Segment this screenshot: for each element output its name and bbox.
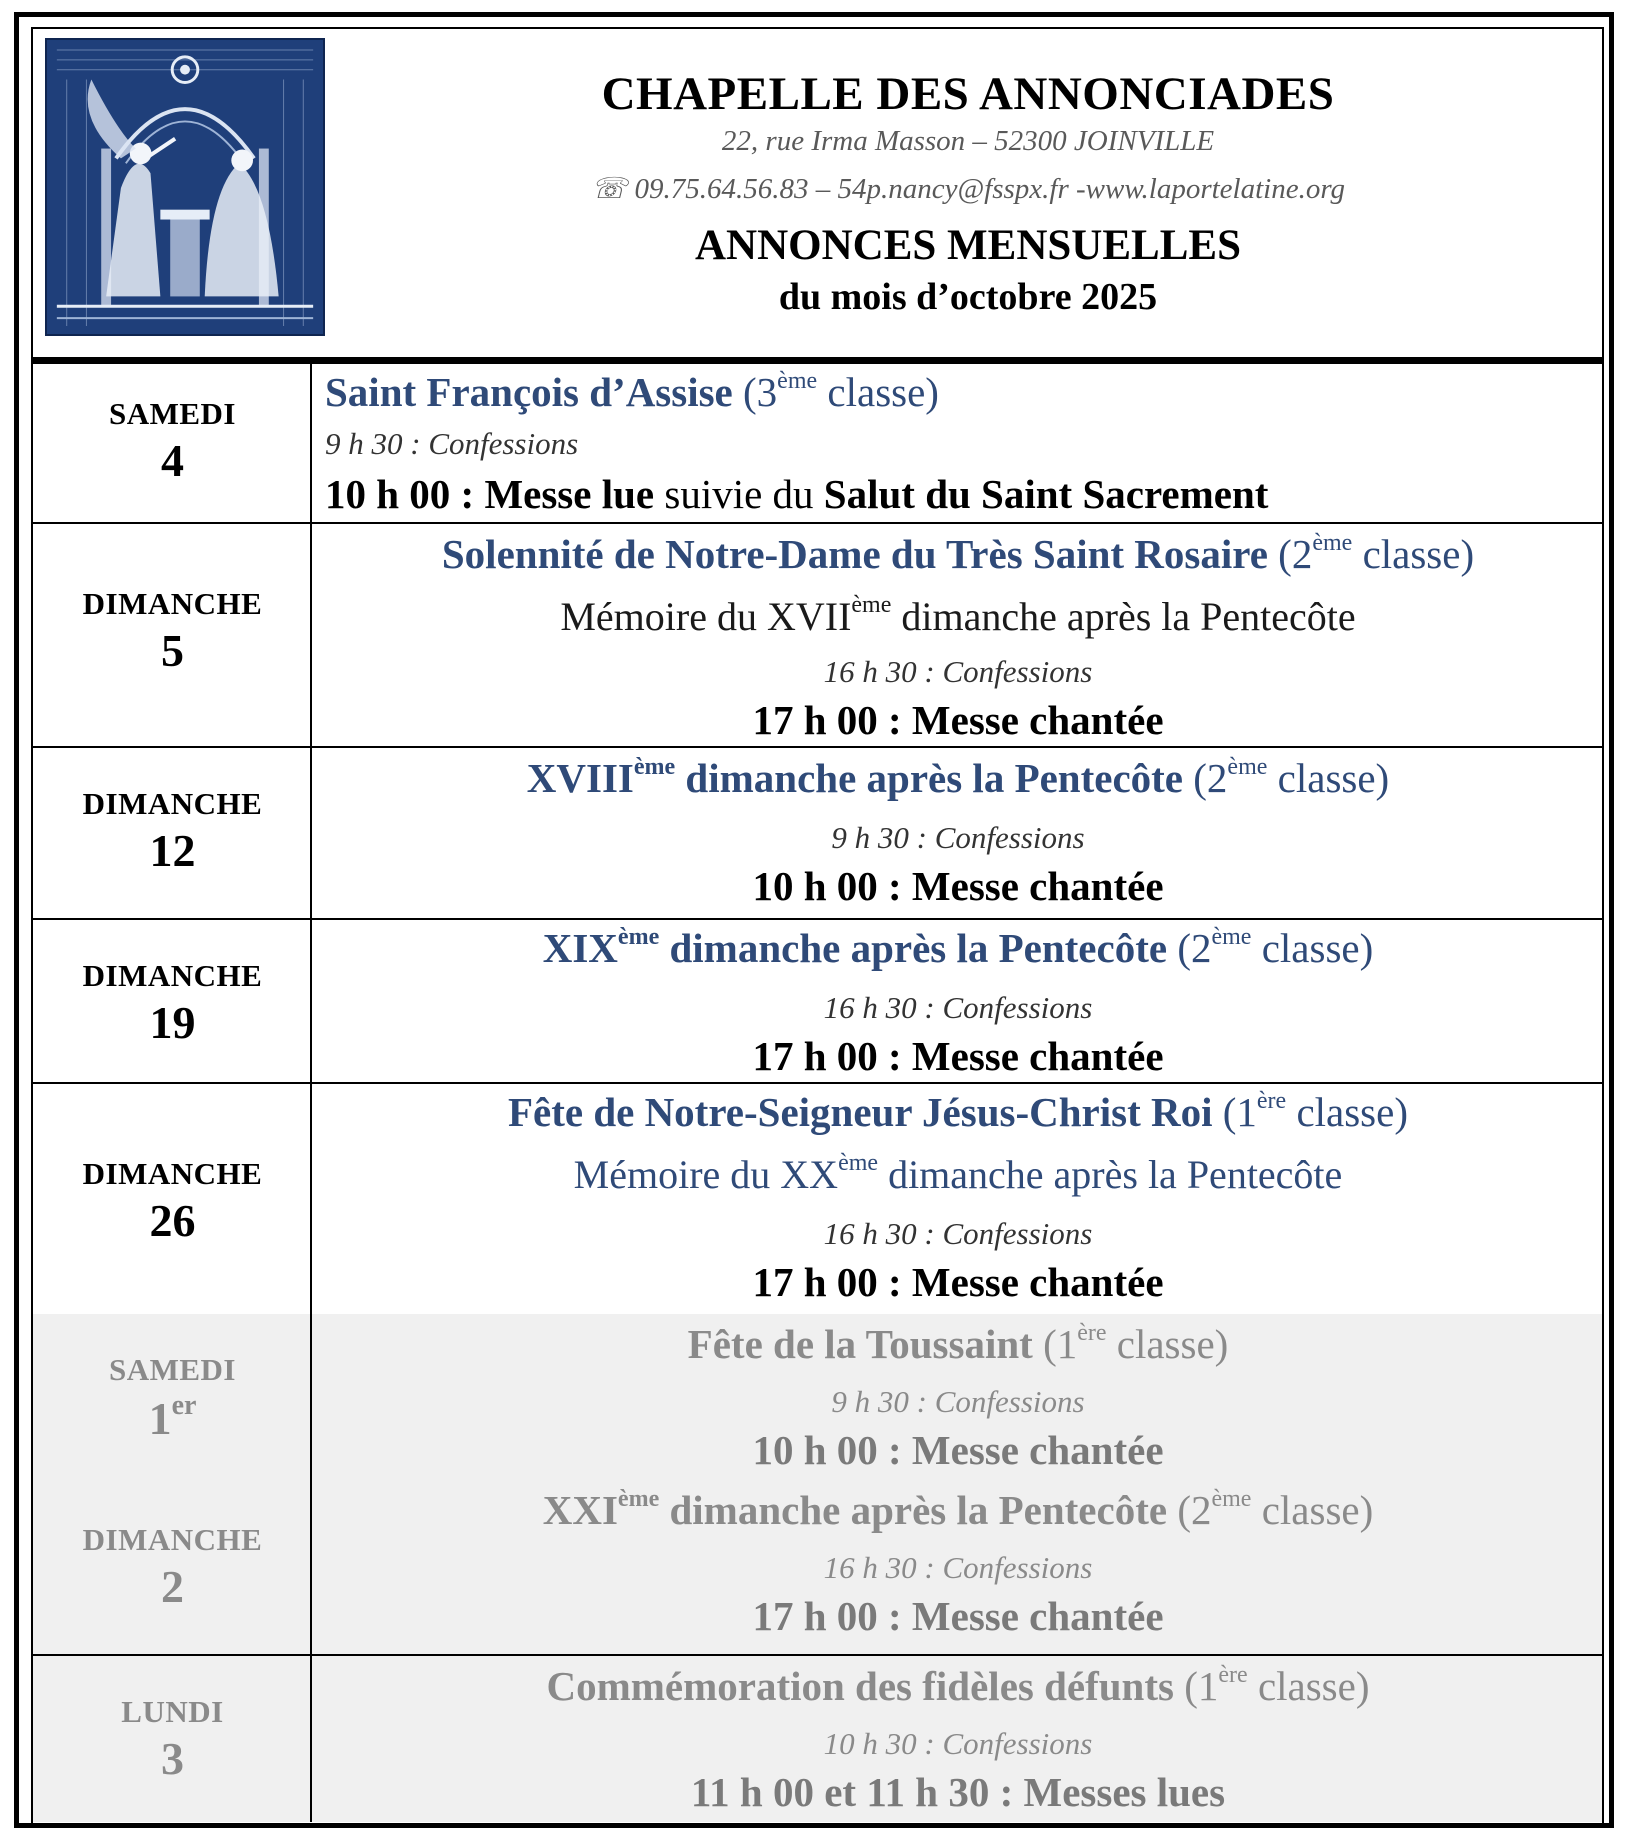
content-cell (314, 524, 1602, 746)
feast-name-end: dimanche après la Pentecôte (659, 925, 1168, 971)
day-cell (33, 1656, 312, 1822)
annunciation-engraving (45, 38, 325, 336)
memoire-sup: ème (851, 592, 892, 618)
feast-title (314, 368, 1602, 416)
page-frame-inner (31, 27, 1604, 1827)
day-name: DIMANCHE (82, 958, 263, 993)
confession-time: 16 h 30 : Confessions (823, 654, 1093, 689)
feast-ordinal-sup: ème (617, 1486, 660, 1512)
feast-class-close: classe) (1251, 1487, 1374, 1533)
mass-time: 10 h 00 : Messe chantée (752, 1427, 1164, 1473)
feast-class-close: classe) (1106, 1321, 1229, 1367)
feast-name (527, 755, 1183, 801)
feast-ordinal: XVIII (526, 755, 634, 801)
page-frame (14, 12, 1614, 1828)
feast-class-close: classe) (817, 369, 939, 415)
schedule-row (33, 1654, 1602, 1822)
day-name: SAMEDI (108, 1352, 236, 1387)
memoire-sup: ème (838, 1150, 879, 1176)
day-cell (33, 364, 312, 522)
day-label (33, 1156, 312, 1247)
feast-class-open: (1 (1212, 1089, 1257, 1135)
day-label (33, 958, 312, 1049)
day-label (33, 1522, 312, 1613)
day-name: SAMEDI (108, 396, 236, 431)
feast-name: Saint François d’Assise (325, 369, 733, 415)
confession-time: 9 h 30 : Confessions (831, 1384, 1085, 1419)
schedule-row (33, 918, 1602, 1082)
feast-class-close: classe) (1251, 925, 1374, 971)
feast-name: Solennité de Notre-Dame du Très Saint Rosaire (441, 531, 1268, 577)
confession-time: 9 h 30 : Confessions (831, 820, 1085, 855)
feast-class-open: (3 (732, 369, 778, 415)
feast-class-open: (1 (1173, 1663, 1219, 1709)
mass-time: 17 h 00 : Messe chantée (752, 1033, 1164, 1079)
header-divider (33, 357, 1602, 364)
feast-class-open: (2 (1267, 531, 1313, 577)
feast-title (314, 1088, 1602, 1136)
feast-class-sup: ème (1211, 924, 1252, 950)
feast-ordinal: XXI (542, 1487, 618, 1533)
mass-time (314, 470, 1602, 518)
day-number: 3 (161, 1733, 184, 1784)
content-cell (314, 1656, 1602, 1822)
feast-title (314, 754, 1602, 802)
day-number: 2 (161, 1561, 184, 1612)
day-number (33, 1390, 312, 1445)
day-number: 5 (161, 625, 184, 676)
feast-class-open: (1 (1032, 1321, 1078, 1367)
confession-time: 16 h 30 : Confessions (823, 1216, 1093, 1251)
schedule-row (33, 1314, 1602, 1654)
day-number: 12 (149, 825, 196, 876)
mass-time: 17 h 00 : Messe chantée (752, 1259, 1164, 1305)
feast-class-close: classe) (1247, 1663, 1370, 1709)
content-cell (314, 1314, 1602, 1654)
feast-title (314, 530, 1602, 578)
schedule-row (33, 522, 1602, 746)
header (33, 29, 1602, 357)
schedule-row (33, 364, 1602, 522)
mass-time: 10 h 00 : Messe chantée (752, 863, 1164, 909)
contact-details: 09.75.64.56.83 – 54p.nancy@fsspx.fr -www.laportelatine.org (634, 173, 1346, 205)
day-name: LUNDI (121, 1694, 224, 1729)
confession-time: 16 h 30 : Confessions (823, 990, 1093, 1025)
day-name: DIMANCHE (82, 786, 263, 821)
feast-class-close: classe) (1352, 531, 1475, 577)
content-cell (314, 748, 1602, 918)
document-title: ANNONCES MENSUELLES (695, 222, 1241, 269)
day-cell (33, 920, 312, 1082)
feast-class-open: (2 (1183, 755, 1228, 801)
day-label (33, 586, 312, 677)
mass-time: 17 h 00 : Messe chantée (752, 1593, 1164, 1639)
day-cell (33, 1314, 312, 1654)
feast-title (314, 1662, 1602, 1710)
chapel-name: CHAPELLE DES ANNONCIADES (601, 68, 1335, 120)
chapel-contact (343, 171, 1593, 206)
day-number: 4 (161, 435, 184, 486)
content-cell (314, 920, 1602, 1082)
day-number: 19 (149, 997, 196, 1048)
feast-class-sup: ème (1312, 530, 1353, 556)
feast-title (314, 1320, 1602, 1368)
confession-time: 9 h 30 : Confessions (325, 426, 579, 461)
day-label (33, 396, 312, 487)
memoire-text-end: dimanche après la Pentecôte (878, 1152, 1343, 1197)
day-label (33, 786, 312, 877)
feast-class-close: classe) (1286, 1089, 1408, 1135)
chapel-address: 22, rue Irma Masson – 52300 JOINVILLE (721, 125, 1215, 157)
day-cell (33, 748, 312, 918)
content-cell (314, 1084, 1602, 1314)
day-label (33, 1352, 312, 1445)
day-name: DIMANCHE (82, 1156, 263, 1191)
content-cell (314, 364, 1602, 522)
feast-ordinal-sup: ème (617, 924, 660, 950)
day-number: 26 (149, 1195, 196, 1246)
feast-name: Fête de la Toussaint (687, 1321, 1033, 1367)
mass-label: 10 h 00 : Messe lue (325, 471, 655, 517)
feast-name-end: dimanche après la Pentecôte (659, 1487, 1168, 1533)
document-subtitle: du mois d’octobre 2025 (778, 276, 1158, 318)
day-name: DIMANCHE (82, 586, 263, 621)
feast-class-open: (2 (1167, 925, 1212, 971)
confession-time: 16 h 30 : Confessions (823, 1550, 1093, 1585)
feast-class-sup: ème (777, 368, 818, 394)
feast-name: Fête de Notre-Seigneur Jésus-Christ Roi (507, 1089, 1213, 1135)
memoire-text: Mémoire du XX (573, 1152, 839, 1197)
feast-class-sup: ème (1227, 754, 1268, 780)
mass-connector: suivie du (654, 471, 824, 517)
day-number-value: 1 (148, 1393, 172, 1444)
schedule-row (33, 1082, 1602, 1314)
feast-ordinal: XIX (542, 925, 618, 971)
feast-title (314, 924, 1602, 972)
mass-benediction: Salut du Saint Sacrement (823, 471, 1269, 517)
day-cell (33, 524, 312, 746)
mass-time: 17 h 00 : Messe chantée (752, 697, 1164, 743)
feast-name-end: dimanche après la Pentecôte (675, 755, 1184, 801)
feast-title (314, 1486, 1602, 1534)
confession-time: 10 h 30 : Confessions (823, 1726, 1093, 1761)
memoire-text: Mémoire du XVII (560, 594, 852, 639)
memoire-text-end: dimanche après la Pentecôte (891, 594, 1356, 639)
feast-class-sup: ère (1077, 1320, 1107, 1346)
memoire-line (314, 592, 1602, 640)
feast-ordinal-sup: ème (633, 754, 676, 780)
feast-class-sup: ère (1256, 1088, 1287, 1114)
feast-class-sup: ème (1211, 1486, 1252, 1512)
feast-name (543, 925, 1167, 971)
feast-class-close: classe) (1267, 755, 1390, 801)
telephone-icon: ☏ (590, 173, 635, 205)
feast-class-sup: ère (1218, 1662, 1248, 1688)
mass-time: 11 h 00 et 11 h 30 : Messes lues (690, 1769, 1226, 1815)
feast-name: Commémoration des fidèles défunts (546, 1663, 1174, 1709)
memoire-line (314, 1150, 1602, 1198)
day-cell (33, 1084, 312, 1314)
schedule-row (33, 746, 1602, 918)
day-label (33, 1694, 312, 1785)
day-number-sup: er (171, 1390, 197, 1421)
feast-class-open: (2 (1167, 1487, 1212, 1533)
feast-name (543, 1487, 1167, 1533)
day-name: DIMANCHE (82, 1522, 263, 1557)
